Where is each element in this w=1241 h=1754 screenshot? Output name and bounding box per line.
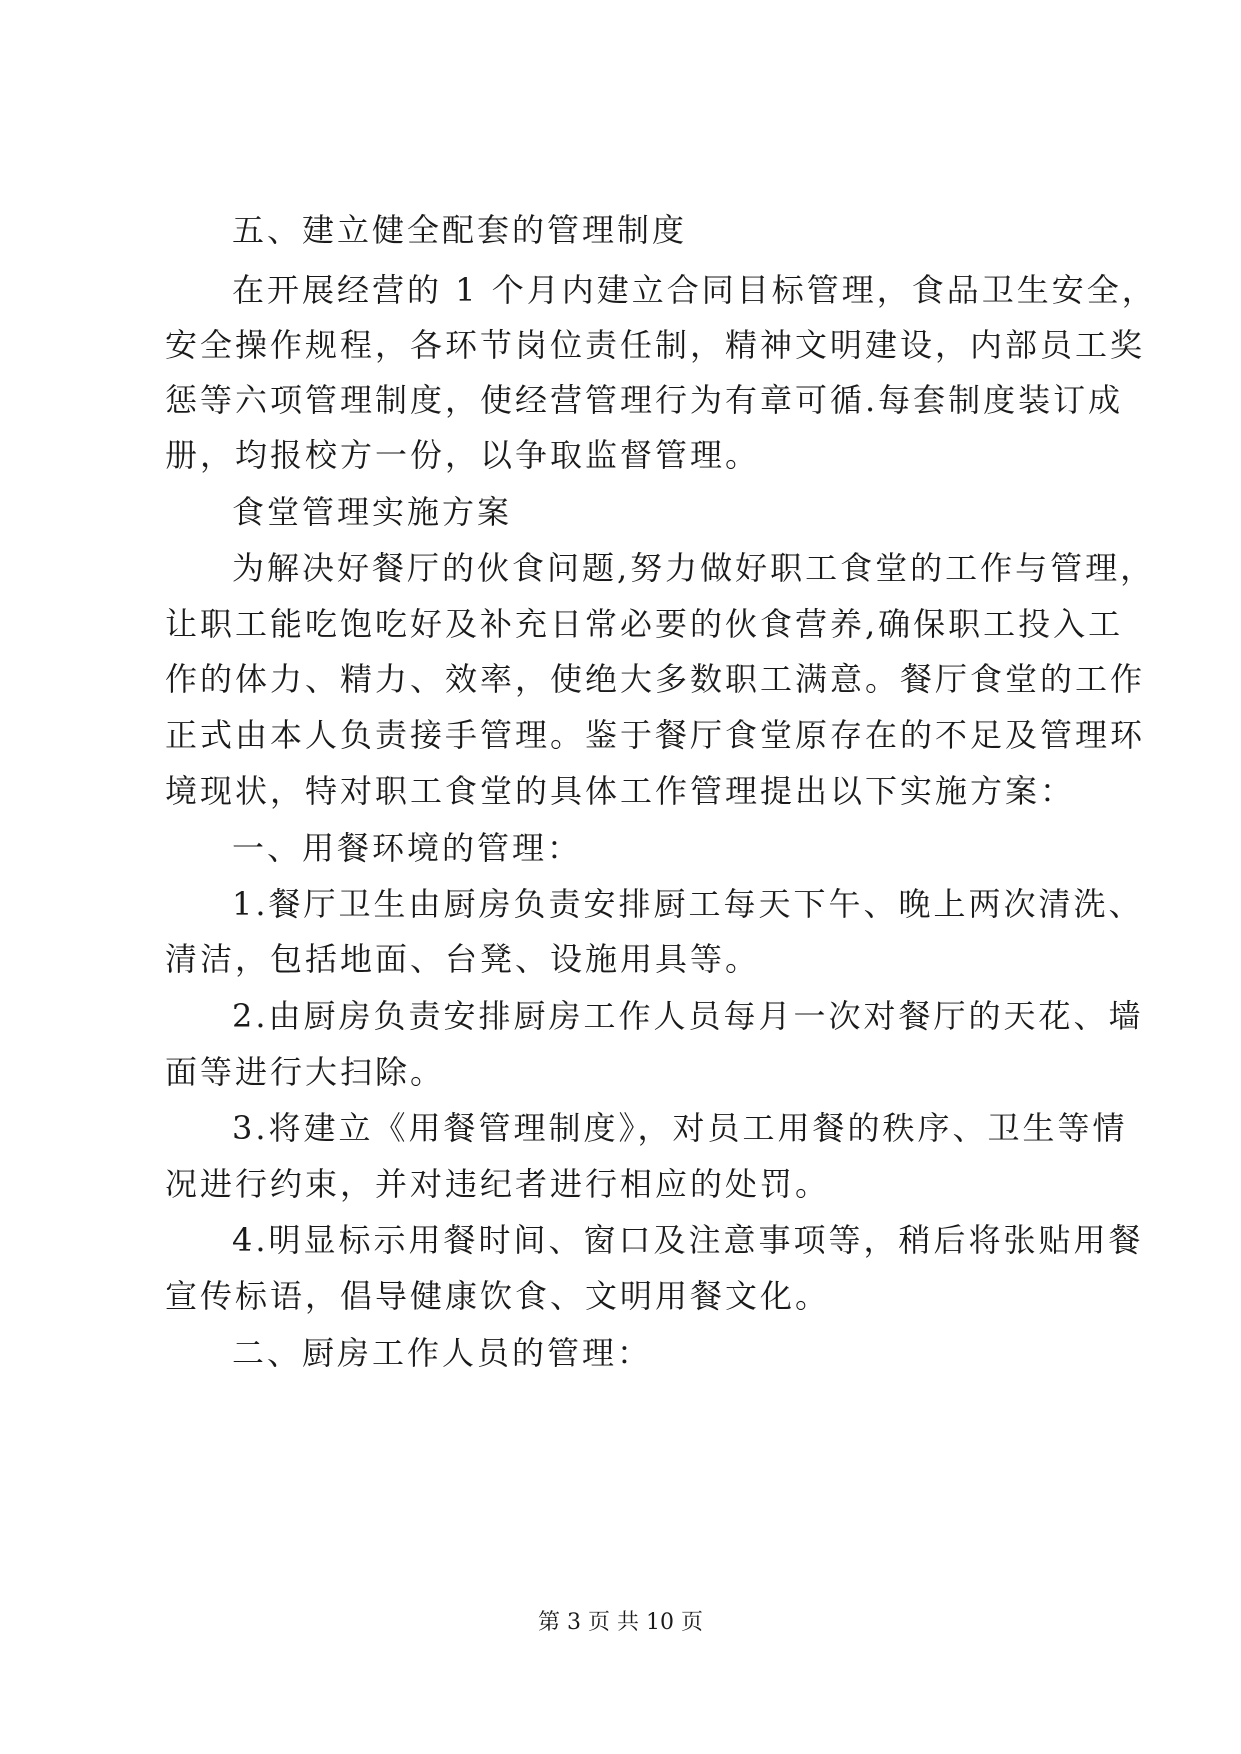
paragraph-line: 作的体力、精力、效率，使绝大多数职工满意。餐厅食堂的工作	[165, 660, 1146, 698]
list-item-line: 况进行约束，并对违纪者进行相应的处罚。	[165, 1165, 831, 1203]
list-item-line: 4.明显标示用餐时间、窗口及注意事项等，稍后将张贴用餐	[232, 1221, 1144, 1259]
paragraph-line: 让职工能吃饱吃好及补充日常必要的伙食营养,确保职工投入工	[165, 605, 1124, 643]
paragraph-line: 为解决好餐厅的伙食问题,努力做好职工食堂的工作与管理，	[232, 549, 1156, 587]
section-heading: 一、用餐环境的管理：	[232, 829, 583, 867]
list-item-line: 2.由厨房负责安排厨房工作人员每月一次对餐厅的天花、墙	[232, 997, 1144, 1035]
page-number-footer: 第 3 页 共 10 页	[538, 1610, 703, 1635]
list-item-line: 1.餐厅卫生由厨房负责安排厨工每天下午、晚上两次清洗、	[232, 885, 1144, 923]
paragraph-line: 惩等六项管理制度，使经营管理行为有章可循.每套制度装订成	[165, 381, 1124, 419]
paragraph-line: 安全操作规程，各环节岗位责任制，精神文明建设，内部员工奖	[165, 326, 1146, 364]
list-item-line: 3.将建立《用餐管理制度》，对员工用餐的秩序、卫生等情	[232, 1109, 1128, 1147]
list-item-line: 宣传标语，倡导健康饮食、文明用餐文化。	[165, 1277, 831, 1315]
list-item-line: 面等进行大扫除。	[165, 1053, 446, 1091]
list-item-line: 清洁，包括地面、台凳、设施用具等。	[165, 940, 761, 978]
paragraph-line: 册，均报校方一份，以争取监督管理。	[165, 436, 761, 474]
section-heading: 食堂管理实施方案	[232, 493, 513, 531]
section-heading: 五、建立健全配套的管理制度	[232, 211, 688, 249]
paragraph-line: 境现状，特对职工食堂的具体工作管理提出以下实施方案：	[165, 772, 1076, 810]
section-heading: 二、厨房工作人员的管理：	[232, 1334, 653, 1372]
paragraph-line: 正式由本人负责接手管理。鉴于餐厅食堂原存在的不足及管理环	[165, 716, 1146, 754]
paragraph-line: 在开展经营的 1 个月内建立合同目标管理，食品卫生安全，	[232, 271, 1157, 309]
